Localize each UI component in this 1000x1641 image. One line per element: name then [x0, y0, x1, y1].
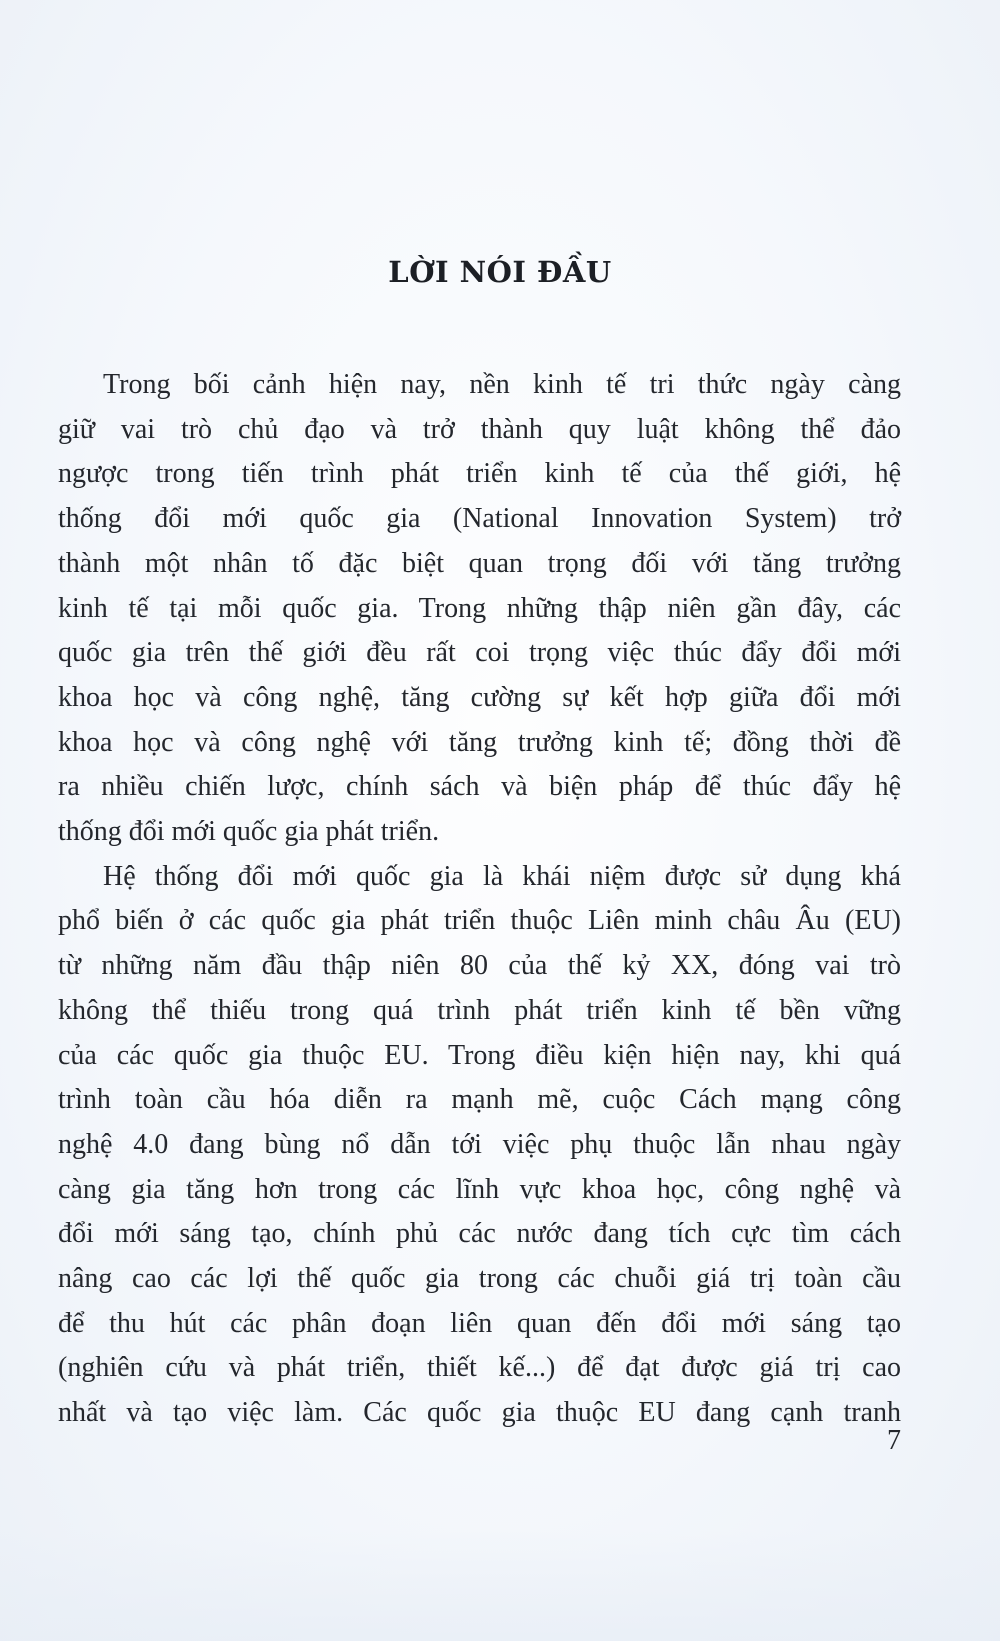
text-line: giữ vai trò chủ đạo và trở thành quy luật không thể đảo [58, 413, 901, 445]
text-line: đổi mới sáng tạo, chính phủ các nước đang tích cực tìm cách [58, 1218, 901, 1250]
text-line: Hệ thống đổi mới quốc gia là khái niệm được sử dụng khá [103, 860, 901, 892]
text-line: nhất và tạo việc làm. Các quốc gia thuộc EU đang cạnh tranh [58, 1397, 901, 1429]
body-text [58, 363, 901, 1436]
paragraph-1 [58, 363, 901, 855]
text-line: của các quốc gia thuộc EU. Trong điều kiện hiện nay, khi quá [58, 1039, 901, 1071]
text-line: quốc gia trên thế giới đều rất coi trọng việc thúc đẩy đổi mới [58, 637, 901, 669]
text-line: thành một nhân tố đặc biệt quan trọng đối với tăng trưởng [58, 547, 901, 579]
text-line: ra nhiều chiến lược, chính sách và biện pháp để thúc đẩy hệ [58, 771, 901, 803]
text-line: Trong bối cảnh hiện nay, nền kinh tế tri thức ngày càng [103, 369, 901, 400]
page-edge-shadow [0, 1531, 1000, 1641]
text-line: khoa học và công nghệ, tăng cường sự kết hợp giữa đổi mới [58, 681, 901, 713]
text-line: kinh tế tại mỗi quốc gia. Trong những thập niên gần đây, các [58, 592, 901, 624]
text-line: nâng cao các lợi thế quốc gia trong các chuỗi giá trị toàn cầu [58, 1263, 901, 1295]
text-line: trình toàn cầu hóa diễn ra mạnh mẽ, cuộc Cách mạng công [58, 1084, 901, 1116]
text-line: nghệ 4.0 đang bùng nổ dẫn tới việc phụ thuộc lẫn nhau ngày [58, 1128, 901, 1160]
text-line: để thu hút các phân đoạn liên quan đến đổi mới sáng tạo [58, 1307, 901, 1339]
page-number: 7 [887, 1425, 901, 1456]
text-line: từ những năm đầu thập niên 80 của thế kỷ XX, đóng vai trò [58, 950, 901, 982]
text-line: không thể thiếu trong quá trình phát triển kinh tế bền vững [58, 994, 901, 1026]
text-line: thống đổi mới quốc gia (National Innovation System) trở [58, 503, 901, 535]
paragraph-2 [58, 855, 901, 1436]
text-line: thống đổi mới quốc gia phát triển. [58, 816, 440, 848]
text-line: ngược trong tiến trình phát triển kinh tế của thế giới, hệ [58, 458, 901, 490]
page-title: LỜI NÓI ĐẦU [388, 255, 612, 289]
text-line: càng gia tăng hơn trong các lĩnh vực khoa học, công nghệ và [58, 1173, 901, 1205]
text-line: (nghiên cứu và phát triển, thiết kế...) để đạt được giá trị cao [58, 1352, 901, 1384]
text-line: phổ biến ở các quốc gia phát triển thuộc Liên minh châu Âu (EU) [58, 905, 901, 937]
text-line: khoa học và công nghệ với tăng trưởng kinh tế; đồng thời đề [58, 726, 901, 758]
